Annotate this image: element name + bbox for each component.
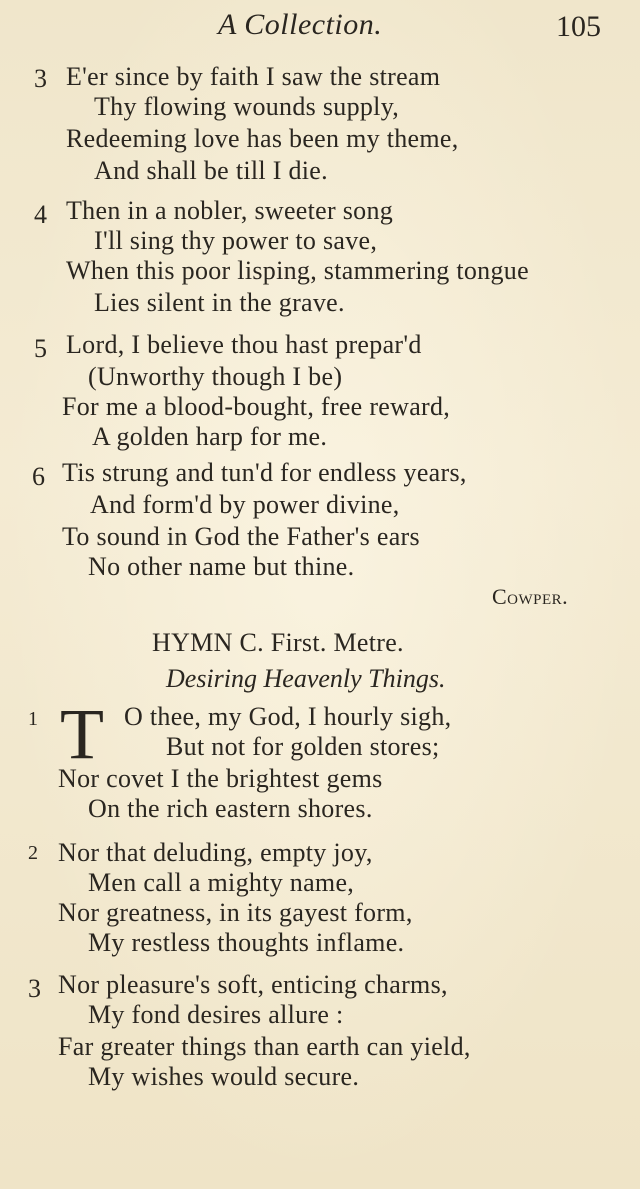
stanza-number: 6 — [32, 462, 45, 491]
verse-line: To sound in God the Father's ears — [62, 522, 420, 551]
drop-cap: T — [60, 694, 104, 774]
page-header — [0, 8, 640, 48]
verse-line: For me a blood-bought, free reward, — [62, 392, 451, 421]
verse-line: Nor covet I the brightest gems — [58, 764, 383, 793]
verse-line: No other name but thine. — [88, 552, 355, 581]
verse-line: Far greater things than earth can yield, — [58, 1032, 471, 1061]
verse-line: Tis strung and tun'd for endless years, — [62, 458, 467, 487]
attribution: Cowper. — [492, 584, 569, 609]
verse-line: My wishes would secure. — [88, 1062, 360, 1091]
verse-line: E'er since by faith I saw the stream — [66, 62, 441, 91]
stanza-number: 5 — [34, 334, 47, 363]
verse-line: My restless thoughts inflame. — [88, 928, 405, 957]
running-head: A Collection. — [218, 8, 383, 41]
verse-line: Nor pleasure's soft, enticing charms, — [58, 970, 448, 999]
verse-line: Nor that deluding, empty joy, — [58, 838, 373, 867]
verse-line: On the rich eastern shores. — [88, 794, 373, 823]
verse-line: Men call a mighty name, — [88, 868, 355, 897]
stanza-number: 2 — [28, 842, 38, 864]
verse-line: My fond desires allure : — [88, 1000, 344, 1029]
page-number: 105 — [556, 10, 601, 43]
verse-line: And form'd by power divine, — [90, 490, 400, 519]
verse-line: When this poor lisping, stammering tongue — [66, 256, 529, 285]
verse-line: And shall be till I die. — [94, 156, 328, 185]
hymn-subtitle: Desiring Heavenly Things. — [166, 664, 446, 693]
hymn-title: HYMN C. First. Metre. — [152, 628, 404, 657]
verse-line: (Unworthy though I be) — [88, 362, 343, 391]
verse-line: Then in a nobler, sweeter song — [66, 196, 394, 225]
verse-line: But not for golden stores; — [166, 732, 440, 761]
verse-line: Nor greatness, in its gayest form, — [58, 898, 413, 927]
verse-line: I'll sing thy power to save, — [94, 226, 378, 255]
stanza-number: 3 — [34, 64, 47, 93]
stanza-number: 4 — [34, 200, 47, 229]
verse-line: Redeeming love has been my theme, — [66, 124, 459, 153]
verse-line: Lord, I believe thou hast prepar'd — [66, 330, 422, 359]
verse-line: Thy flowing wounds supply, — [94, 92, 400, 121]
stanza-number: 3 — [28, 974, 41, 1003]
verse-line: A golden harp for me. — [92, 422, 328, 451]
verse-line: O thee, my God, I hourly sigh, — [124, 702, 452, 731]
stanza-number: 1 — [28, 708, 38, 730]
verse-line: Lies silent in the grave. — [94, 288, 345, 317]
